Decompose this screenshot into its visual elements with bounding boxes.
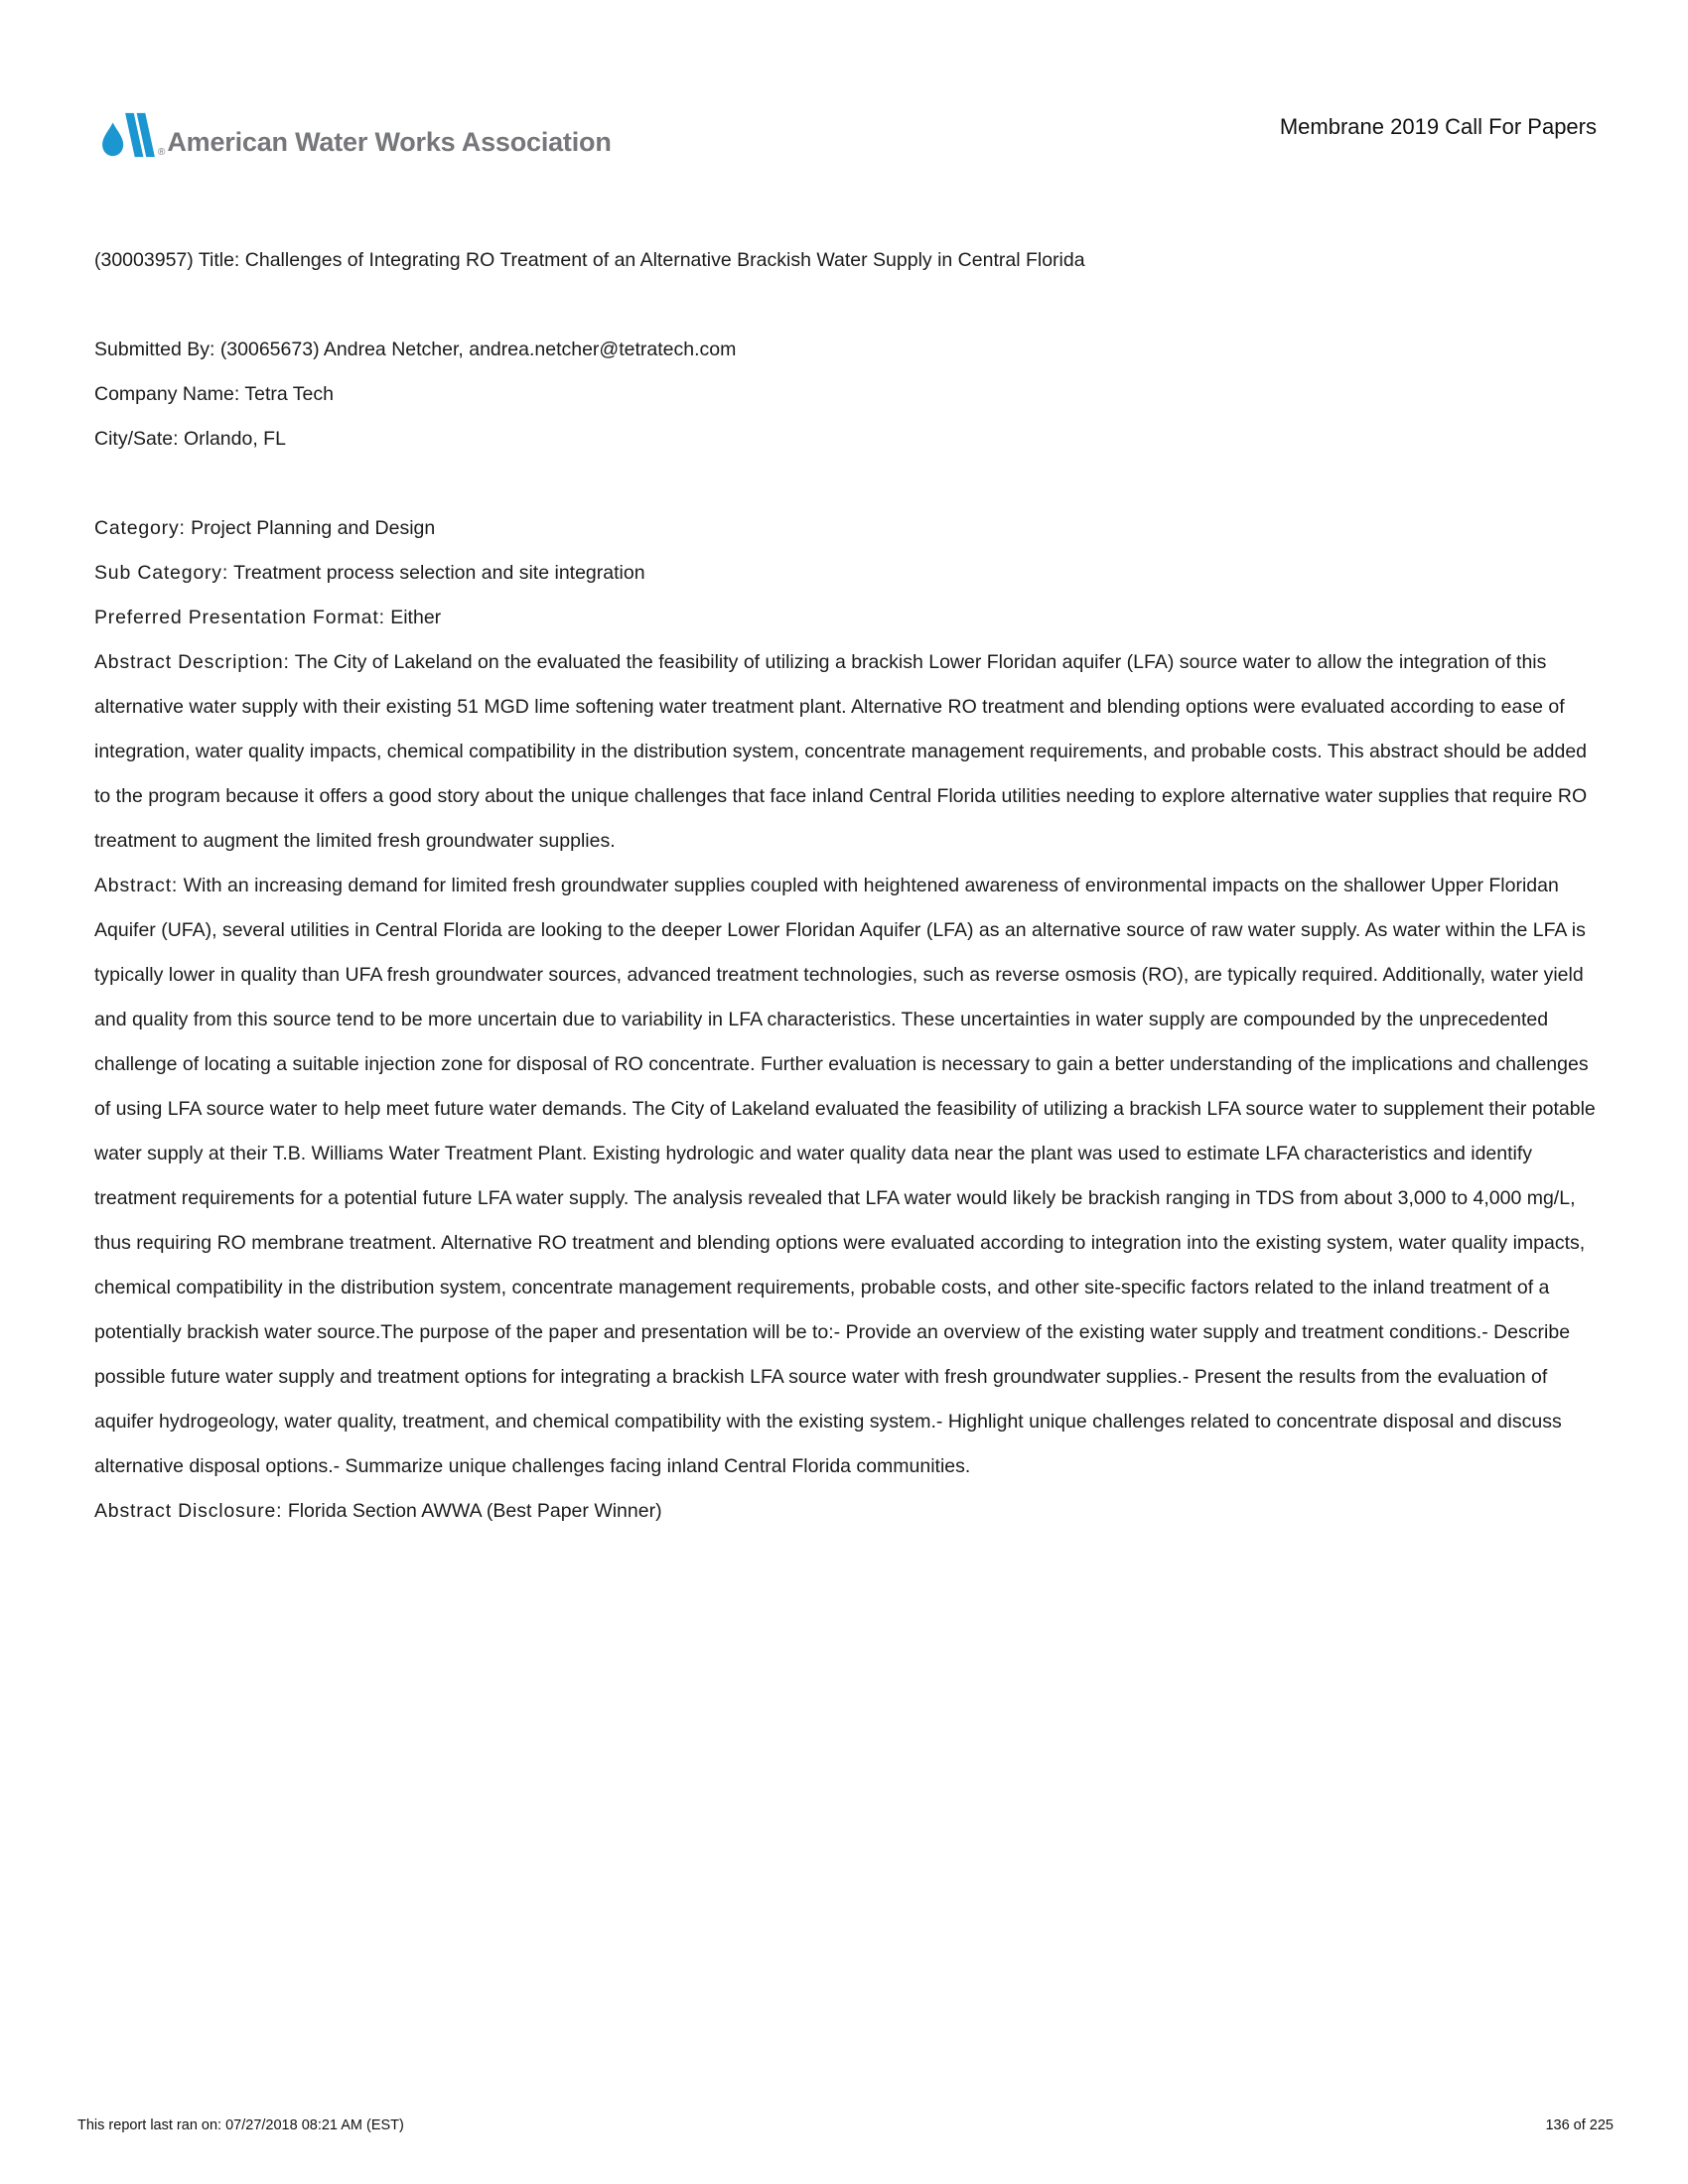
page-footer xyxy=(77,2116,1614,2134)
city-state-value: Orlando, FL xyxy=(183,428,286,450)
abstract-description-text: The City of Lakeland on the evaluated the feasibility of utilizing a brackish Lower Floridan aquifer (LFA) source water to allow the integration of this alternative water supply with their existing 51 MGD lime softening water treatment plant. Alternative RO treatment and blending options were evaluated according to ease of integration, water quality impacts, chemical compatibility in the distribution system, concentrate management requirements, and probable costs. This abstract should be added to the program because it offers a good story about the unique challenges that face inland Central Florida utilities needing to explore alternative water supplies that require RO treatment to augment the limited fresh groundwater supplies. xyxy=(94,651,1588,852)
abstract-disclosure-label: Abstract Disclosure: xyxy=(94,1500,283,1522)
sub-category-label: Sub Category: xyxy=(94,562,229,584)
org-name: American Water Works Association xyxy=(167,127,612,157)
submitted-by-label: Submitted By: xyxy=(94,339,215,360)
abstract-text: With an increasing demand for limited fresh groundwater supplies coupled with heightened awareness of environmental impacts on the shallower Upper Floridan Aquifer (UFA), several utilities in Central Florida are looking to the deeper Lower Floridan Aquifer (LFA) as an alternative source of raw water supply. As water within the LFA is typically lower in quality than UFA fresh groundwater sources, advanced treatment technologies, such as reverse osmosis (RO), are typically required. Additionally, water yield and quality from this source tend to be more uncertain due to variability in LFA characteristics. These uncertainties in water supply are compounded by the unprecedented challenge of locating a suitable injection zone for disposal of RO concentrate. Further evaluation is necessary to gain a better understanding of the implications and challenges of using LFA source water to help meet future water demands. The City of Lakeland evaluated the feasibility of utilizing a brackish LFA source water to supplement their potable water supply at their T.B. Williams Water Treatment Plant. Existing hydrologic and water quality data near the plant was used to estimate LFA characteristics and identify treatment requirements for a potential future LFA water supply. The analysis revealed that LFA water would likely be brackish ranging in TDS from about 3,000 to 4,000 mg/L, thus requiring RO membrane treatment. Alternative RO treatment and blending options were evaluated according to integration into the existing system, water quality impacts, chemical compatibility in the distribution system, concentrate management requirements, probable costs, and other site-specific factors related to the inland treatment of a potentially brackish water source.The purpose of the paper and presentation will be to:- Provide an overview of the existing water supply and treatment conditions.- Describe possible future water supply and treatment options for integrating a brackish LFA source water with fresh groundwater supplies.- Present the results from the evaluation of aquifer hydrogeology, water quality, treatment, and chemical compatibility with the existing system.- Highlight unique challenges related to concentrate disposal and discuss alternative disposal options.- Summarize unique challenges facing inland Central Florida communities. xyxy=(94,875,1596,1477)
submitted-by-value: (30065673) Andrea Netcher, andrea.netcher@tetratech.com xyxy=(219,339,737,360)
category-label: Category: xyxy=(94,517,186,539)
abstract-label: Abstract: xyxy=(94,875,179,896)
water-drop-icon xyxy=(99,111,157,159)
abstract-description-label: Abstract Description: xyxy=(94,651,290,673)
company-value: Tetra Tech xyxy=(244,383,334,405)
awwa-logo xyxy=(99,111,612,159)
submitted-by-row xyxy=(94,328,1600,372)
abstract-paragraph xyxy=(94,864,1600,1489)
presentation-format-label: Preferred Presentation Format: xyxy=(94,607,385,628)
abstract-report-body xyxy=(94,238,1600,1534)
company-row xyxy=(94,372,1600,417)
sub-category-row xyxy=(94,551,1600,596)
category-row xyxy=(94,506,1600,551)
category-section xyxy=(94,506,1600,640)
presentation-format-row xyxy=(94,596,1600,640)
sub-category-value: Treatment process selection and site integration xyxy=(233,562,645,584)
abstract-id-title-label: (30003957) Title: xyxy=(94,249,240,271)
document-title: Membrane 2019 Call For Papers xyxy=(1279,114,1597,139)
registered-trademark-symbol: ® xyxy=(158,147,166,158)
city-state-row xyxy=(94,417,1600,462)
city-state-label: City/Sate: xyxy=(94,428,179,450)
abstract-title-line xyxy=(94,238,1600,283)
submitter-section xyxy=(94,328,1600,462)
abstract-description-paragraph xyxy=(94,640,1600,864)
presentation-format-value: Either xyxy=(390,607,442,628)
abstract-disclosure-row xyxy=(94,1489,1600,1534)
abstract-title-value: Challenges of Integrating RO Treatment of an Alternative Brackish Water Supply in Central Florida xyxy=(244,249,1085,271)
company-label: Company Name: xyxy=(94,383,240,405)
category-value: Project Planning and Design xyxy=(191,517,436,539)
page-number-indicator: 136 of 225 xyxy=(1545,2117,1614,2133)
abstract-disclosure-value: Florida Section AWWA (Best Paper Winner) xyxy=(287,1500,662,1522)
report-last-ran-text: This report last ran on: 07/27/2018 08:21 AM (EST) xyxy=(77,2117,404,2133)
